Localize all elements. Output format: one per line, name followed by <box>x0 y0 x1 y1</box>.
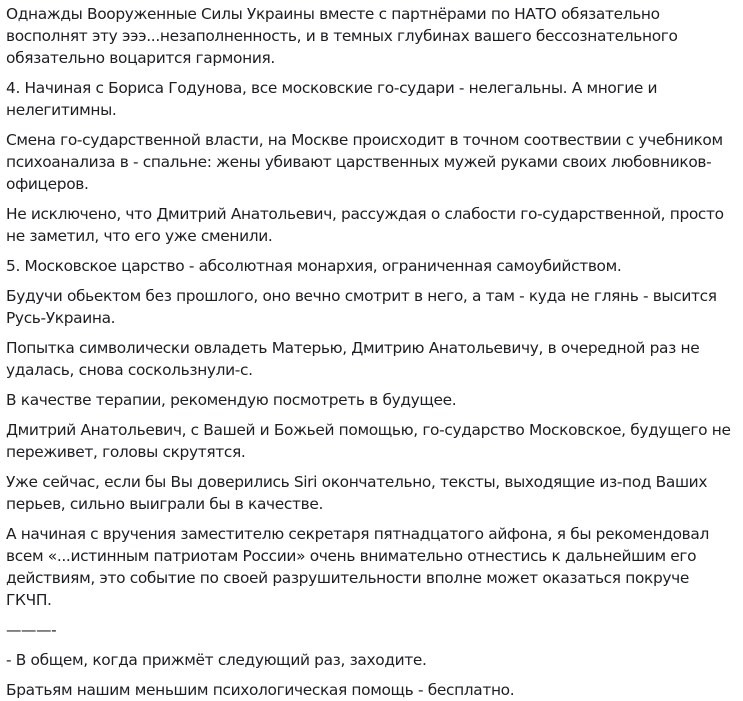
paragraph-8: В качестве терапии, рекомендую посмотреть в будущее. <box>6 391 457 409</box>
paragraph-1: Однажды Вооруженные Силы Украины вместе с партнёрами по НАТО обязательно восполнят эту эээ...незаполненность, и в темных глубинах вашего бессознательного обязательно воцарится гармония. <box>6 5 683 67</box>
paragraph-4: Не исключено, что Дмитрий Анатольевич, рассуждая о слабости го-сударственной, просто не заметил, что его уже сменили. <box>6 205 729 245</box>
paragraph-12: - В общем, когда прижмёт следующий раз, заходите. <box>6 651 427 669</box>
paragraph-6: Будучи обьектом без прошлого, оно вечно смотрит в него, а там - куда не глянь - высится Русь-Украина. <box>6 287 722 327</box>
paragraph-13: Братьям нашим меньшим психологическая помощь - бесплатно. <box>6 681 515 699</box>
paragraph-10: Уже сейчас, если бы Вы доверились Siri окончательно, тексты, выходящие из-под Ваших перьев, сильно выиграли бы в качестве. <box>6 473 712 513</box>
paragraph-2: 4. Начиная с Бориса Годунова, все московские го-судари - нелегальны. А многие и нелегитимны. <box>6 79 662 119</box>
paragraph-11: А начиная с вручения заместителю секретаря пятнадцатого айфона, я бы рекомендовал всем «...истинным патриотам России» очень внимательно отнестись к дальнейшим его действиям, это событие по своей разрушительности вполне может оказаться покруче ГКЧП. <box>6 525 714 609</box>
separator-line: ———- <box>6 621 57 639</box>
paragraph-5: 5. Московское царство - абсолютная монархия, ограниченная самоубийством. <box>6 257 622 275</box>
paragraph-7: Попытка символически овладеть Матерью, Дмитрию Анатольевичу, в очередной раз не удалась, снова соскользнули-с. <box>6 339 704 379</box>
paragraph-3: Смена го-сударственной власти, на Москве происходит в точном соотвествии с учебником психоанализа в - спальне: жены убивают царственных мужей руками своих любовников-офицеров. <box>6 131 728 193</box>
paragraph-9: Дмитрий Анатольевич, с Вашей и Божьей помощью, го-сударство Московское, будущего не переживет, головы скрутятся. <box>6 421 736 461</box>
